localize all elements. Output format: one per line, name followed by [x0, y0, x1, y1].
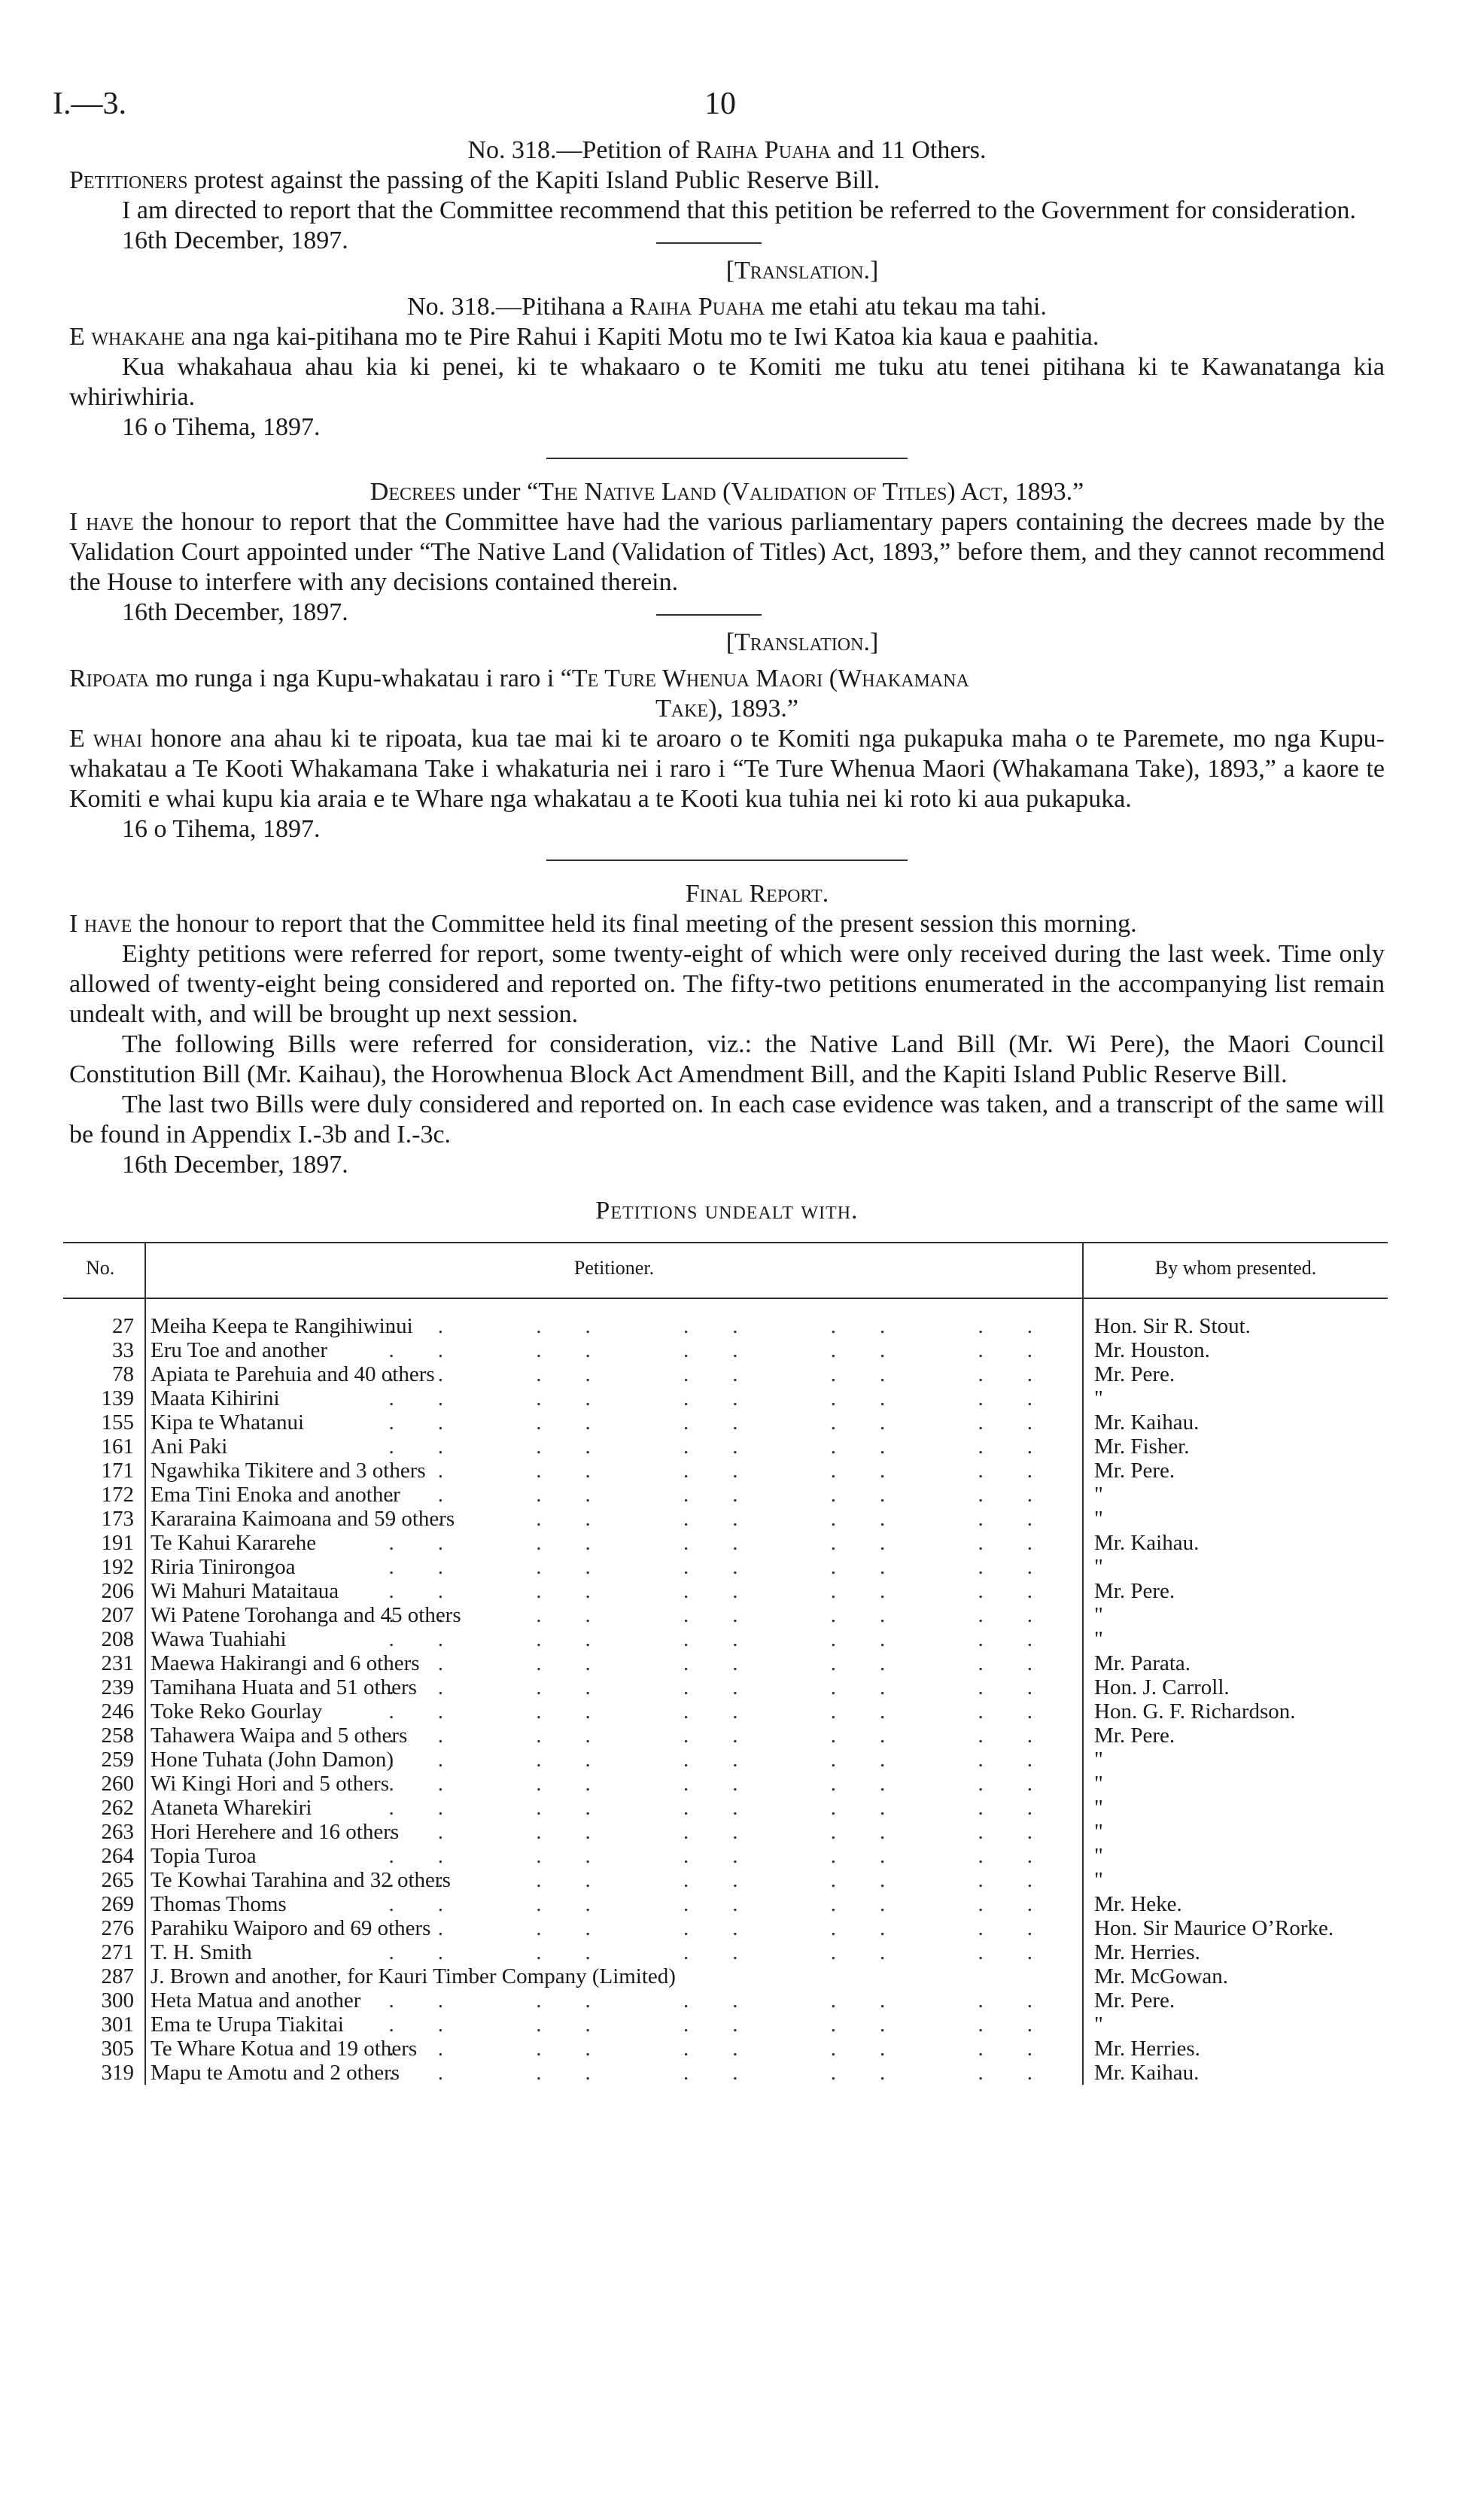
- table-row: [63, 1579, 1388, 1603]
- table-row: [63, 1844, 1388, 1868]
- presented-by: Mr. Pere.: [1094, 1988, 1175, 2013]
- table-row: [63, 1916, 1388, 1940]
- petitioner-cell: [145, 2013, 1083, 2037]
- petition-number: 262: [101, 1796, 134, 1820]
- presented-by: Mr. Parata.: [1094, 1651, 1191, 1675]
- table-row: [63, 2013, 1388, 2037]
- petition-number: 191: [101, 1531, 134, 1555]
- leader-dots: .. .. .. .. ..: [388, 1507, 1076, 1531]
- translation-318-body: E whakahe ana nga kai-pitihana mo te Pire Rahui i Kapiti Motu mo te Iwi Katoa kia kaua e paahitia.: [69, 323, 1099, 351]
- petitioner-cell: [145, 1410, 1083, 1435]
- table-row: [63, 1724, 1388, 1748]
- petition-number: 301: [101, 2013, 134, 2037]
- petition-number: 269: [101, 1892, 134, 1916]
- presented-by: Mr. Pere.: [1094, 1579, 1175, 1603]
- table-row: [63, 1675, 1388, 1699]
- petitions-table-body: [63, 1298, 1388, 2085]
- petition-number: 239: [101, 1675, 134, 1699]
- petition-number: 155: [101, 1410, 134, 1435]
- petitioner-name: Maewa Hakirangi and 6 others: [151, 1651, 420, 1675]
- presented-by: ": [1094, 1507, 1103, 1531]
- petition-number: 192: [101, 1555, 134, 1579]
- petitioner-name: Te Kowhai Tarahina and 32 others: [151, 1868, 451, 1892]
- leader-dots: .. .. .. .. ..: [388, 1892, 1076, 1916]
- presented-by: Mr. Herries.: [1094, 1940, 1200, 1964]
- petition-number: 276: [101, 1916, 134, 1940]
- petitioner-name: Tamihana Huata and 51 others: [151, 1675, 417, 1699]
- presented-by: Mr. Kaihau.: [1094, 1531, 1200, 1555]
- table-row: [63, 1555, 1388, 1579]
- petition-number: 263: [101, 1820, 134, 1844]
- petitioner-cell: [145, 1724, 1083, 1748]
- table-row: [63, 1531, 1388, 1555]
- petition-number: 264: [101, 1844, 134, 1868]
- petitioner-cell: [145, 1820, 1083, 1844]
- petition-number: 258: [101, 1724, 134, 1748]
- final-report-date: 16th December, 1897.: [122, 1151, 348, 1179]
- petitioner-cell: [145, 1772, 1083, 1796]
- leader-dots: .. .. .. .. ..: [388, 1410, 1076, 1435]
- petitioner-name: Toke Reko Gourlay: [151, 1699, 323, 1724]
- leader-dots: .. .. .. .. ..: [388, 1603, 1076, 1627]
- petitioner-name: Heta Matua and another: [151, 1988, 361, 2013]
- petitioner-name: Wi Kingi Hori and 5 others: [151, 1772, 389, 1796]
- presented-by: ": [1094, 1627, 1103, 1651]
- petitioner-cell: [145, 1940, 1083, 1964]
- document-page: [53, 75, 1385, 2085]
- petition-number: 259: [101, 1748, 134, 1772]
- leader-dots: .. .. .. .. ..: [388, 1724, 1076, 1748]
- leader-dots: .. .. .. .. ..: [388, 1338, 1076, 1362]
- petitioner-name: J. Brown and another, for Kauri Timber Company (Limited): [151, 1964, 676, 1988]
- petition-number: 171: [101, 1459, 134, 1483]
- table-row: [63, 1435, 1388, 1459]
- petitioner-name: Hone Tuhata (John Damon): [151, 1748, 394, 1772]
- leader-dots: .. .. .. .. ..: [388, 1916, 1076, 1940]
- column-header-petitioner: Petitioner.: [145, 1243, 1083, 1298]
- petitioner-cell: [145, 1483, 1083, 1507]
- leader-dots: .. .. .. .. ..: [388, 1531, 1076, 1555]
- presented-by: Mr. Kaihau.: [1094, 1410, 1200, 1435]
- final-report-p1: I have the honour to report that the Committee held its final meeting of the present session this morning.: [69, 910, 1137, 938]
- table-row: [63, 2037, 1388, 2061]
- table-row: [63, 1796, 1388, 1820]
- petitioner-name: Wawa Tuahiahi: [151, 1627, 287, 1651]
- final-report-section: [69, 879, 1385, 1180]
- presented-by: ": [1094, 1844, 1103, 1868]
- petition-number: 27: [112, 1314, 134, 1338]
- presented-by: ": [1094, 1483, 1103, 1507]
- leader-dots: .. .. .. .. ..: [388, 1579, 1076, 1603]
- leader-dots: .. .. .. .. ..: [388, 1940, 1076, 1964]
- petition-number: 305: [101, 2037, 134, 2061]
- petitioner-name: Te Whare Kotua and 19 others: [151, 2037, 418, 2061]
- presented-by: Mr. Heke.: [1094, 1892, 1182, 1916]
- page-header: [53, 75, 1385, 135]
- table-row: [63, 1940, 1388, 1964]
- petition-number: 271: [101, 1940, 134, 1964]
- petition-number: 206: [101, 1579, 134, 1603]
- decrees-date: 16th December, 1897.: [69, 598, 1385, 628]
- leader-dots: .. .. .. .. ..: [388, 1627, 1076, 1651]
- translation-decrees-body: E whai honore ana ahau ki te ripoata, kua tae mai ki te aroaro o te Komiti nga pukapuka maha o te Paremete, mo nga Kupu-whakatau a Te Kooti Whakamana Take i whakaturia nei i raro i “Te Ture Whenua Maori (Whakamana Take), 1893,” a kaore te Komiti e whai kupu kia araia e te Whare nga whakatau a te Kooti kua tuhia nei ki roto ki aua pukapuka.: [69, 725, 1385, 813]
- petitioner-cell: [145, 1796, 1083, 1820]
- table-row: [63, 1410, 1388, 1435]
- presented-by: ": [1094, 1796, 1103, 1820]
- presented-by: ": [1094, 1868, 1103, 1892]
- petitioner-cell: [145, 1675, 1083, 1699]
- translation-318-report: Kua whakahaua ahau kia ki penei, ki te whakaaro o te Komiti me tuku atu tenei pitihana ki te Kawanatanga kia whiriwhiria.: [69, 353, 1385, 411]
- presented-by: Hon. J. Carroll.: [1094, 1675, 1230, 1699]
- presented-by: Mr. Pere.: [1094, 1724, 1175, 1748]
- presented-by: ": [1094, 1555, 1103, 1579]
- petitioner-cell: [145, 1298, 1083, 1338]
- presented-by: ": [1094, 1748, 1103, 1772]
- leader-dots: .. .. .. .. ..: [388, 1314, 1076, 1338]
- petitioner-name: Maata Kihirini: [151, 1386, 280, 1410]
- leader-dots: .. .. .. .. ..: [388, 2013, 1076, 2037]
- decrees-body: I have the honour to report that the Committee have had the various parliamentary papers containing the decrees made by the Validation Court appointed under “The Native Land (Validation of Titles) Act, 1893,” before them, and they cannot recommend the House to interfere with any decisions contained therein.: [69, 508, 1385, 596]
- leader-dots: .. .. .. .. ..: [388, 1748, 1076, 1772]
- translation-label: [Translation.]: [725, 628, 879, 656]
- leader-dots: .. .. .. .. ..: [388, 1772, 1076, 1796]
- petition-number: 173: [101, 1507, 134, 1531]
- petitioner-name: T. H. Smith: [151, 1940, 252, 1964]
- petitioner-name: Kipa te Whatanui: [151, 1410, 305, 1435]
- table-row: [63, 1892, 1388, 1916]
- presented-by: ": [1094, 2013, 1103, 2037]
- petition-number: 78: [112, 1362, 134, 1386]
- petitioner-cell: [145, 1579, 1083, 1603]
- petitioner-name: Ataneta Wharekiri: [151, 1796, 312, 1820]
- table-row: [63, 1772, 1388, 1796]
- presented-by: ": [1094, 1386, 1103, 1410]
- table-row: [63, 1627, 1388, 1651]
- petition-number: 172: [101, 1483, 134, 1507]
- petition-318-section: [69, 135, 1385, 256]
- table-row: [63, 1868, 1388, 1892]
- petitioner-name: Thomas Thoms: [151, 1892, 287, 1916]
- leader-dots: .. .. .. .. ..: [388, 1675, 1076, 1699]
- petitioner-cell: [145, 1627, 1083, 1651]
- petitioner-cell: [145, 1507, 1083, 1531]
- column-header-presented-by: By whom presented.: [1083, 1243, 1388, 1298]
- presented-by: Mr. McGowan.: [1094, 1964, 1229, 1988]
- petition-318-report: I am directed to report that the Committee recommend that this petition be referred to the Government for consideration.: [122, 196, 1356, 224]
- decrees-title: Decrees under “The Native Land (Validation of Titles) Act, 1893.”: [369, 478, 1084, 506]
- table-row: [63, 1362, 1388, 1386]
- petitioner-cell: [145, 1435, 1083, 1459]
- petitioner-name: Riria Tinirongoa: [151, 1555, 296, 1579]
- section-divider: [546, 458, 908, 459]
- petition-number: 207: [101, 1603, 134, 1627]
- section-divider: [546, 859, 908, 861]
- petitioner-cell: [145, 1603, 1083, 1627]
- leader-dots: .. .. .. .. ..: [388, 2061, 1076, 2085]
- leader-dots: .. .. .. .. ..: [388, 1988, 1076, 2013]
- leader-dots: .. .. .. .. ..: [388, 1435, 1076, 1459]
- presented-by: Hon. G. F. Richardson.: [1094, 1699, 1296, 1724]
- petitions-table-title: Petitions undealt with.: [595, 1197, 859, 1225]
- petitioner-cell: [145, 1386, 1083, 1410]
- presented-by: Mr. Fisher.: [1094, 1435, 1190, 1459]
- petition-number: 260: [101, 1772, 134, 1796]
- petition-number: 33: [112, 1338, 134, 1362]
- table-row: [63, 1820, 1388, 1844]
- final-report-p3: The following Bills were referred for consideration, viz.: the Native Land Bill (Mr. Wi Pere), the Maori Council Constitution Bill (Mr. Kaihau), the Horowhenua Block Act Amendment Bill, and the Kapiti Island Public Reserve Bill.: [69, 1030, 1385, 1088]
- decrees-section: [69, 477, 1385, 628]
- petitions-table: [63, 1242, 1388, 2085]
- presented-by: ": [1094, 1820, 1103, 1844]
- petitioner-cell: [145, 1362, 1083, 1386]
- final-report-p4: The last two Bills were duly considered and reported on. In each case evidence was taken, and a transcript of the same will be found in Appendix I.-3b and I.-3c.: [69, 1091, 1385, 1149]
- presented-by: Mr. Herries.: [1094, 2037, 1200, 2061]
- petitioner-name: Ani Paki: [151, 1435, 228, 1459]
- translation-318-title: No. 318.—Pitihana a Raiha Puaha me etahi atu tekau ma tahi.: [407, 293, 1047, 321]
- leader-dots: .. .. .. .. ..: [388, 1651, 1076, 1675]
- petitioner-name: Hori Herehere and 16 others: [151, 1820, 400, 1844]
- petitioner-name: Tahawera Waipa and 5 others: [151, 1724, 408, 1748]
- petition-318-body: Petitioners protest against the passing of the Kapiti Island Public Reserve Bill.: [69, 166, 880, 194]
- table-row: [63, 1699, 1388, 1724]
- petition-number: 265: [101, 1868, 134, 1892]
- petitioner-cell: [145, 1651, 1083, 1675]
- table-row: [63, 1386, 1388, 1410]
- table-row: [63, 1338, 1388, 1362]
- petitioner-cell: [145, 2061, 1083, 2085]
- presented-by: Mr. Pere.: [1094, 1459, 1175, 1483]
- petition-number: 246: [101, 1699, 134, 1724]
- presented-by: Hon. Sir Maurice O’Rorke.: [1094, 1916, 1334, 1940]
- table-row: [63, 1298, 1388, 1338]
- petitioner-cell: [145, 1338, 1083, 1362]
- leader-dots: .. .. .. .. ..: [388, 1555, 1076, 1579]
- table-row: [63, 1507, 1388, 1531]
- petitioner-cell: [145, 1699, 1083, 1724]
- petition-number: 300: [101, 1988, 134, 2013]
- translation-decrees-title: Ripoata mo runga i nga Kupu-whakatau i raro i “Te Ture Whenua Maori (Whakamana: [69, 665, 969, 692]
- petitioner-cell: [145, 1916, 1083, 1940]
- translation-decrees-date: 16 o Tihema, 1897.: [122, 815, 321, 843]
- petition-number: 231: [101, 1651, 134, 1675]
- petition-318-date: 16th December, 1897.: [69, 226, 1385, 256]
- presented-by: ": [1094, 1772, 1103, 1796]
- petitioner-name: Wi Patene Torohanga and 45 others: [151, 1603, 461, 1627]
- petitioner-cell: [145, 1844, 1083, 1868]
- translation-decrees-title-cont: Take), 1893.”: [655, 695, 798, 723]
- petitioner-name: Ngawhika Tikitere and 3 others: [151, 1459, 426, 1483]
- presented-by: Mr. Kaihau.: [1094, 2061, 1200, 2085]
- table-row: [63, 1459, 1388, 1483]
- petition-number: 208: [101, 1627, 134, 1651]
- petitioner-name: Parahiku Waiporo and 69 others: [151, 1916, 431, 1940]
- final-report-title: Final Report.: [685, 880, 829, 908]
- petitioner-cell: [145, 1531, 1083, 1555]
- presented-by: Mr. Pere.: [1094, 1362, 1175, 1386]
- petitioner-name: Eru Toe and another: [151, 1338, 327, 1362]
- presented-by: Mr. Houston.: [1094, 1338, 1210, 1362]
- table-row: [63, 2061, 1388, 2085]
- petitioner-name: Kararaina Kaimoana and 59 others: [151, 1507, 455, 1531]
- petitioner-cell: [145, 1555, 1083, 1579]
- leader-dots: .. .. .. .. ..: [388, 1699, 1076, 1724]
- petitioner-name: Ema Tini Enoka and another: [151, 1483, 400, 1507]
- leader-dots: .. .. .. .. ..: [388, 1820, 1076, 1844]
- petitioner-cell: [145, 1892, 1083, 1916]
- petitioner-cell: [145, 1459, 1083, 1483]
- petitioner-cell: [145, 1964, 1083, 1988]
- table-row: [63, 1651, 1388, 1675]
- leader-dots: .. .. .. .. ..: [388, 2037, 1076, 2061]
- table-row: [63, 1988, 1388, 2013]
- petitioner-cell: [145, 1868, 1083, 1892]
- petition-number: 161: [101, 1435, 134, 1459]
- petitioner-name: Topia Turoa: [151, 1844, 257, 1868]
- column-header-no: No.: [63, 1243, 145, 1298]
- petitioner-name: Wi Mahuri Mataitaua: [151, 1579, 339, 1603]
- petitioner-name: Meiha Keepa te Rangihiwinui: [151, 1314, 413, 1338]
- leader-dots: .. .. .. .. ..: [388, 1459, 1076, 1483]
- petitioner-cell: [145, 2037, 1083, 2061]
- petitioner-cell: [145, 1988, 1083, 2013]
- translation-318-section: [69, 256, 1385, 443]
- table-row: [63, 1483, 1388, 1507]
- translation-decrees-section: [69, 628, 1385, 844]
- paper-reference: I.—3.: [53, 87, 126, 121]
- petition-number: 287: [101, 1964, 134, 1988]
- table-header-row: [63, 1243, 1388, 1298]
- petition-number: 139: [101, 1386, 134, 1410]
- leader-dots: .. .. .. .. ..: [388, 1868, 1076, 1892]
- leader-dots: .. .. .. .. ..: [388, 1796, 1076, 1820]
- leader-dots: .. .. .. .. ..: [388, 1362, 1076, 1386]
- presented-by: ": [1094, 1603, 1103, 1627]
- petition-number: 319: [101, 2061, 134, 2085]
- table-row: [63, 1748, 1388, 1772]
- petitioner-name: Te Kahui Kararehe: [151, 1531, 317, 1555]
- presented-by: Hon. Sir R. Stout.: [1094, 1314, 1251, 1338]
- leader-dots: .. .. .. .. ..: [388, 1386, 1076, 1410]
- translation-label: [Translation.]: [725, 257, 879, 284]
- petition-318-title: No. 318.—Petition of Raiha Puaha and 11 Others.: [467, 136, 987, 164]
- petitioner-name: Ema te Urupa Tiakitai: [151, 2013, 344, 2037]
- petitioner-name: Apiata te Parehuia and 40 others: [151, 1362, 435, 1386]
- leader-dots: .. .. .. .. ..: [388, 1483, 1076, 1507]
- leader-dots: .. .. .. .. ..: [388, 1844, 1076, 1868]
- petitioner-cell: [145, 1748, 1083, 1772]
- final-report-p2: Eighty petitions were referred for report, some twenty-eight of which were only received during the last week. Time only allowed of twenty-eight being considered and reported on. The fifty-two petitions enumerated in the accompanying list remain undealt with, and will be brought up next session.: [69, 940, 1385, 1028]
- table-row: [63, 1964, 1388, 1988]
- page-number: 10: [704, 87, 736, 121]
- translation-318-date: 16 o Tihema, 1897.: [122, 413, 321, 441]
- petitioner-name: Mapu te Amotu and 2 others: [151, 2061, 400, 2085]
- table-row: [63, 1603, 1388, 1627]
